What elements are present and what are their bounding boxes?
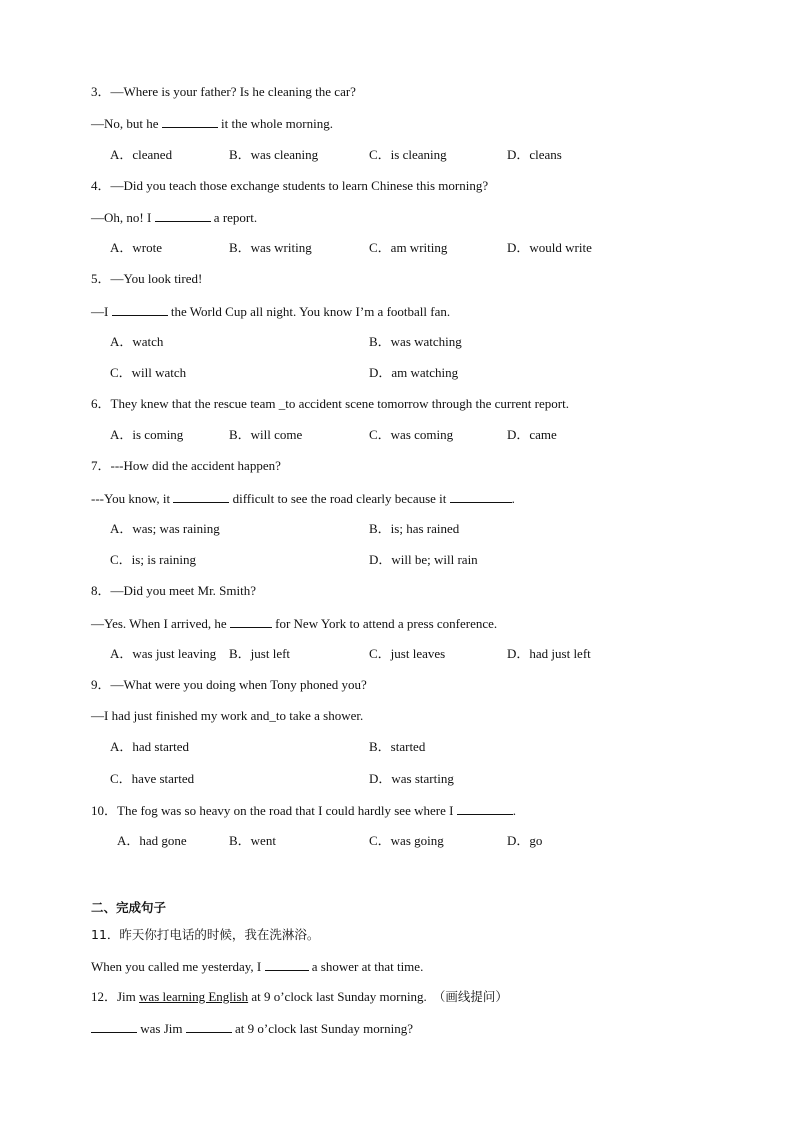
q9-reply-b: _ (269, 708, 276, 723)
q7-option-b[interactable]: B．is; has rained (369, 521, 460, 536)
q12-blank-2 (186, 1020, 232, 1033)
q5-option-c[interactable]: C．will watch (110, 365, 187, 380)
q9-option-a[interactable]: A．had started (110, 739, 190, 754)
q4-stem: 4．—Did you teach those exchange students to learn Chinese this morning? (91, 178, 489, 193)
q10-option-c[interactable]: C．was going (369, 833, 444, 848)
q7-option-c[interactable]: C．is; is raining (110, 552, 196, 567)
q5-reply (91, 303, 450, 320)
q10-option-a[interactable]: A．had gone (117, 833, 187, 848)
q4-reply-b: a report. (210, 210, 258, 225)
q6-option-c[interactable]: C．was coming (369, 427, 454, 442)
q12-note: （画线提问） (432, 989, 508, 1004)
q4-option-b[interactable]: B．was writing (229, 240, 312, 255)
q7-reply-b: difficult to see the road clearly because it (229, 491, 450, 506)
q8-reply (91, 615, 497, 632)
q8-option-b[interactable]: B．just left (229, 646, 291, 661)
q12-suffix: at 9 o’clock last Sunday morning. (248, 989, 427, 1004)
q7-blank-1 (173, 490, 229, 503)
q12-underlined: was learning English (139, 989, 249, 1004)
q7-option-a[interactable]: A．was; was raining (110, 521, 220, 536)
q6-option-b[interactable]: B．will come (229, 427, 303, 442)
q11-blank (265, 958, 309, 971)
q4-reply (91, 209, 257, 226)
q3-option-d[interactable]: D．cleans (507, 147, 562, 162)
q8-reply-b: for New York to attend a press conference. (271, 616, 498, 631)
q4-blank (155, 209, 211, 222)
q10-option-d[interactable]: D．go (507, 833, 543, 848)
q9-reply-a: —I had just finished my work and (91, 708, 270, 723)
q5-option-d[interactable]: D．am watching (369, 365, 459, 380)
q9-option-b[interactable]: B．started (369, 739, 426, 754)
q5-stem: 5．—You look tired! (91, 271, 203, 286)
q6-option-d[interactable]: D．came (507, 427, 557, 442)
q12-prefix: 12．Jim (91, 989, 140, 1004)
q4-reply-a: —Oh, no! I (91, 210, 155, 225)
q4-option-c[interactable]: C．am writing (369, 240, 448, 255)
q8-option-c[interactable]: C．just leaves (369, 646, 446, 661)
q3-reply (91, 115, 333, 132)
q11-line-a: When you called me yesterday, I (91, 959, 265, 974)
q9-reply (91, 708, 363, 724)
q10-stem-a: 10．The fog was so heavy on the road that I could hardly see where I (91, 803, 457, 818)
q12-line-b: was Jim (137, 1021, 186, 1036)
q6-option-a[interactable]: A．is coming (110, 427, 184, 442)
q11-stem: 11．昨天你打电话的时候，我在洗淋浴。 (91, 927, 320, 942)
q6-stem-b: _to accident scene tomorrow through the current report. (278, 396, 569, 411)
q7-reply-c: . (511, 491, 515, 506)
q10-blank (457, 802, 513, 815)
q3-blank (162, 115, 218, 128)
q12-blank-1 (91, 1020, 137, 1033)
q10-stem (91, 802, 516, 819)
q6-stem (91, 396, 569, 412)
q8-reply-a: —Yes. When I arrived, he (91, 616, 230, 631)
q7-blank-2 (450, 490, 512, 503)
q8-stem: 8．—Did you meet Mr. Smith? (91, 583, 257, 598)
q3-stem: 3．—Where is your father? Is he cleaning the car? (91, 84, 356, 99)
q8-option-d[interactable]: D．had just left (507, 646, 591, 661)
q6-stem-a: 6．They knew that the rescue team (91, 396, 279, 411)
q3-reply-b: it the whole morning. (217, 116, 333, 131)
q3-option-c[interactable]: C．is cleaning (369, 147, 447, 162)
q4-option-d[interactable]: D．would write (507, 240, 592, 255)
q8-option-a[interactable]: A．was just leaving (110, 646, 217, 661)
q7-stem: 7．---How did the accident happen? (91, 458, 281, 473)
q5-blank (112, 303, 168, 316)
q9-option-c[interactable]: C．have started (110, 771, 195, 786)
q5-option-b[interactable]: B．was watching (369, 334, 462, 349)
q10-option-b[interactable]: B．went (229, 833, 276, 848)
q3-option-a[interactable]: A．cleaned (110, 147, 173, 162)
q12-line (91, 1020, 413, 1037)
q11-line-b: a shower at that time. (308, 959, 424, 974)
q9-reply-c: to take a shower. (275, 708, 364, 723)
q12-stem (91, 989, 508, 1005)
q12-line-c: at 9 o’clock last Sunday morning? (231, 1021, 413, 1036)
q4-option-a[interactable]: A．wrote (110, 240, 162, 255)
q5-option-a[interactable]: A．watch (110, 334, 164, 349)
q5-reply-b: the World Cup all night. You know I’m a football fan. (167, 304, 451, 319)
q7-reply-a: ---You know, it (91, 491, 174, 506)
q3-reply-a: —No, but he (91, 116, 162, 131)
q7-reply (91, 490, 515, 507)
q9-option-d[interactable]: D．was starting (369, 771, 454, 786)
q11-line (91, 958, 423, 975)
q8-blank (230, 615, 272, 628)
q5-reply-a: —I (91, 304, 112, 319)
section2-heading: 二、完成句子 (91, 900, 167, 915)
q7-option-d[interactable]: D．will be; will rain (369, 552, 478, 567)
q9-stem: 9．—What were you doing when Tony phoned you? (91, 677, 367, 692)
q3-option-b[interactable]: B．was cleaning (229, 147, 319, 162)
q10-stem-b: . (512, 803, 516, 818)
